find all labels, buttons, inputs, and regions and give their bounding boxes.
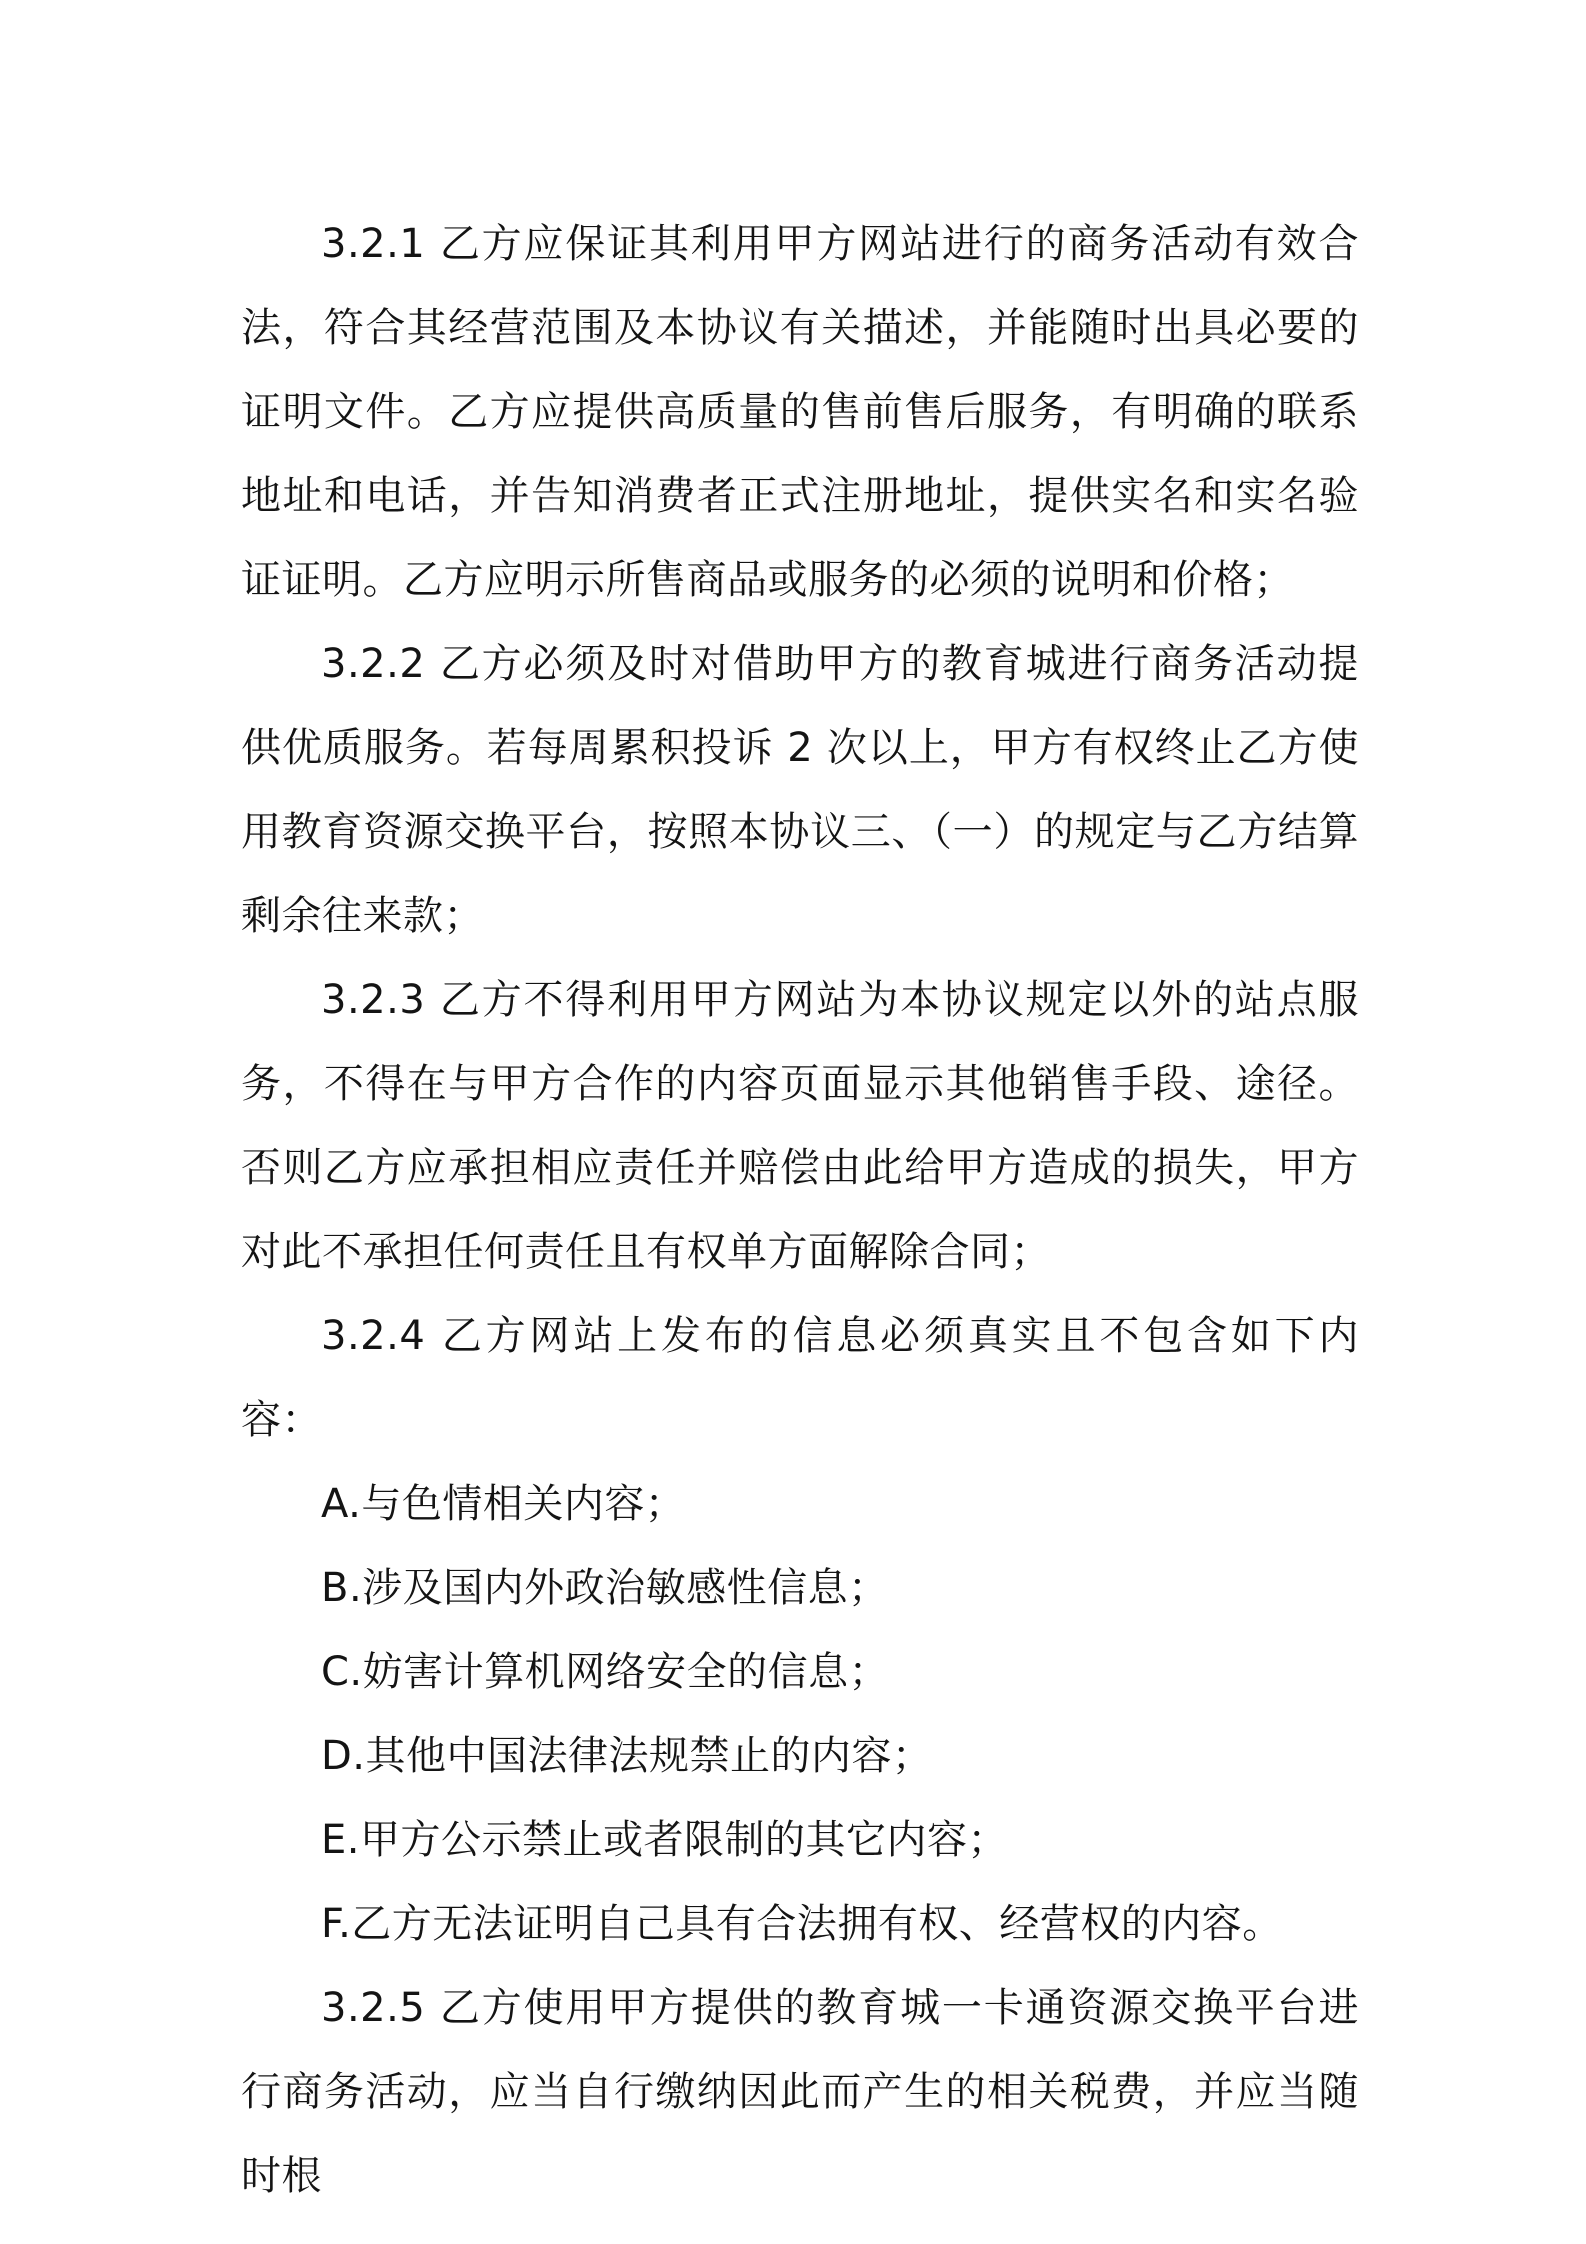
clause-3-2-4-item-c: C.妨害计算机网络安全的信息； [321,1649,890,1695]
clause-3-2-4-item-b: B.涉及国内外政治敏感性信息； [321,1565,889,1611]
clause-3-2-4-item-a: A.与色情相关内容； [321,1481,686,1527]
clause-3-2-5: 3.2.5 乙方使用甲方提供的教育城一卡通资源交换平台进行商务活动，应当自行缴纳因此而产生的相关税费，并应当随时根 [241,1985,1359,2199]
clause-3-2-4-item-e: E.甲方公示禁止或者限制的其它内容； [321,1817,1008,1863]
clause-3-2-4-item-f: F.乙方无法证明自己具有合法拥有权、经营权的内容。 [321,1901,1283,1947]
clause-3-2-4-item-d: D.其他中国法律法规禁止的内容； [321,1733,933,1779]
document-page [241,202,1359,2218]
clause-3-2-4: 3.2.4 乙方网站上发布的信息必须真实且不包含如下内容： [241,1313,1359,1443]
clause-3-2-3: 3.2.3 乙方不得利用甲方网站为本协议规定以外的站点服务，不得在与甲方合作的内容页面显示其他销售手段、途径。否则乙方应承担相应责任并赔偿由此给甲方造成的损失，甲方对此不承担任何责任且有权单方面解除合同； [241,977,1359,1275]
clause-3-2-2: 3.2.2 乙方必须及时对借助甲方的教育城进行商务活动提供优质服务。若每周累积投诉 2 次以上，甲方有权终止乙方使用教育资源交换平台，按照本协议三、（一）的规定与乙方结算剩余往来款； [241,641,1359,939]
clause-3-2-1: 3.2.1 乙方应保证其利用甲方网站进行的商务活动有效合法，符合其经营范围及本协议有关描述，并能随时出具必要的证明文件。乙方应提供高质量的售前售后服务，有明确的联系地址和电话，并告知消费者正式注册地址，提供实名和实名验证证明。乙方应明示所售商品或服务的必须的说明和价格； [241,221,1359,603]
